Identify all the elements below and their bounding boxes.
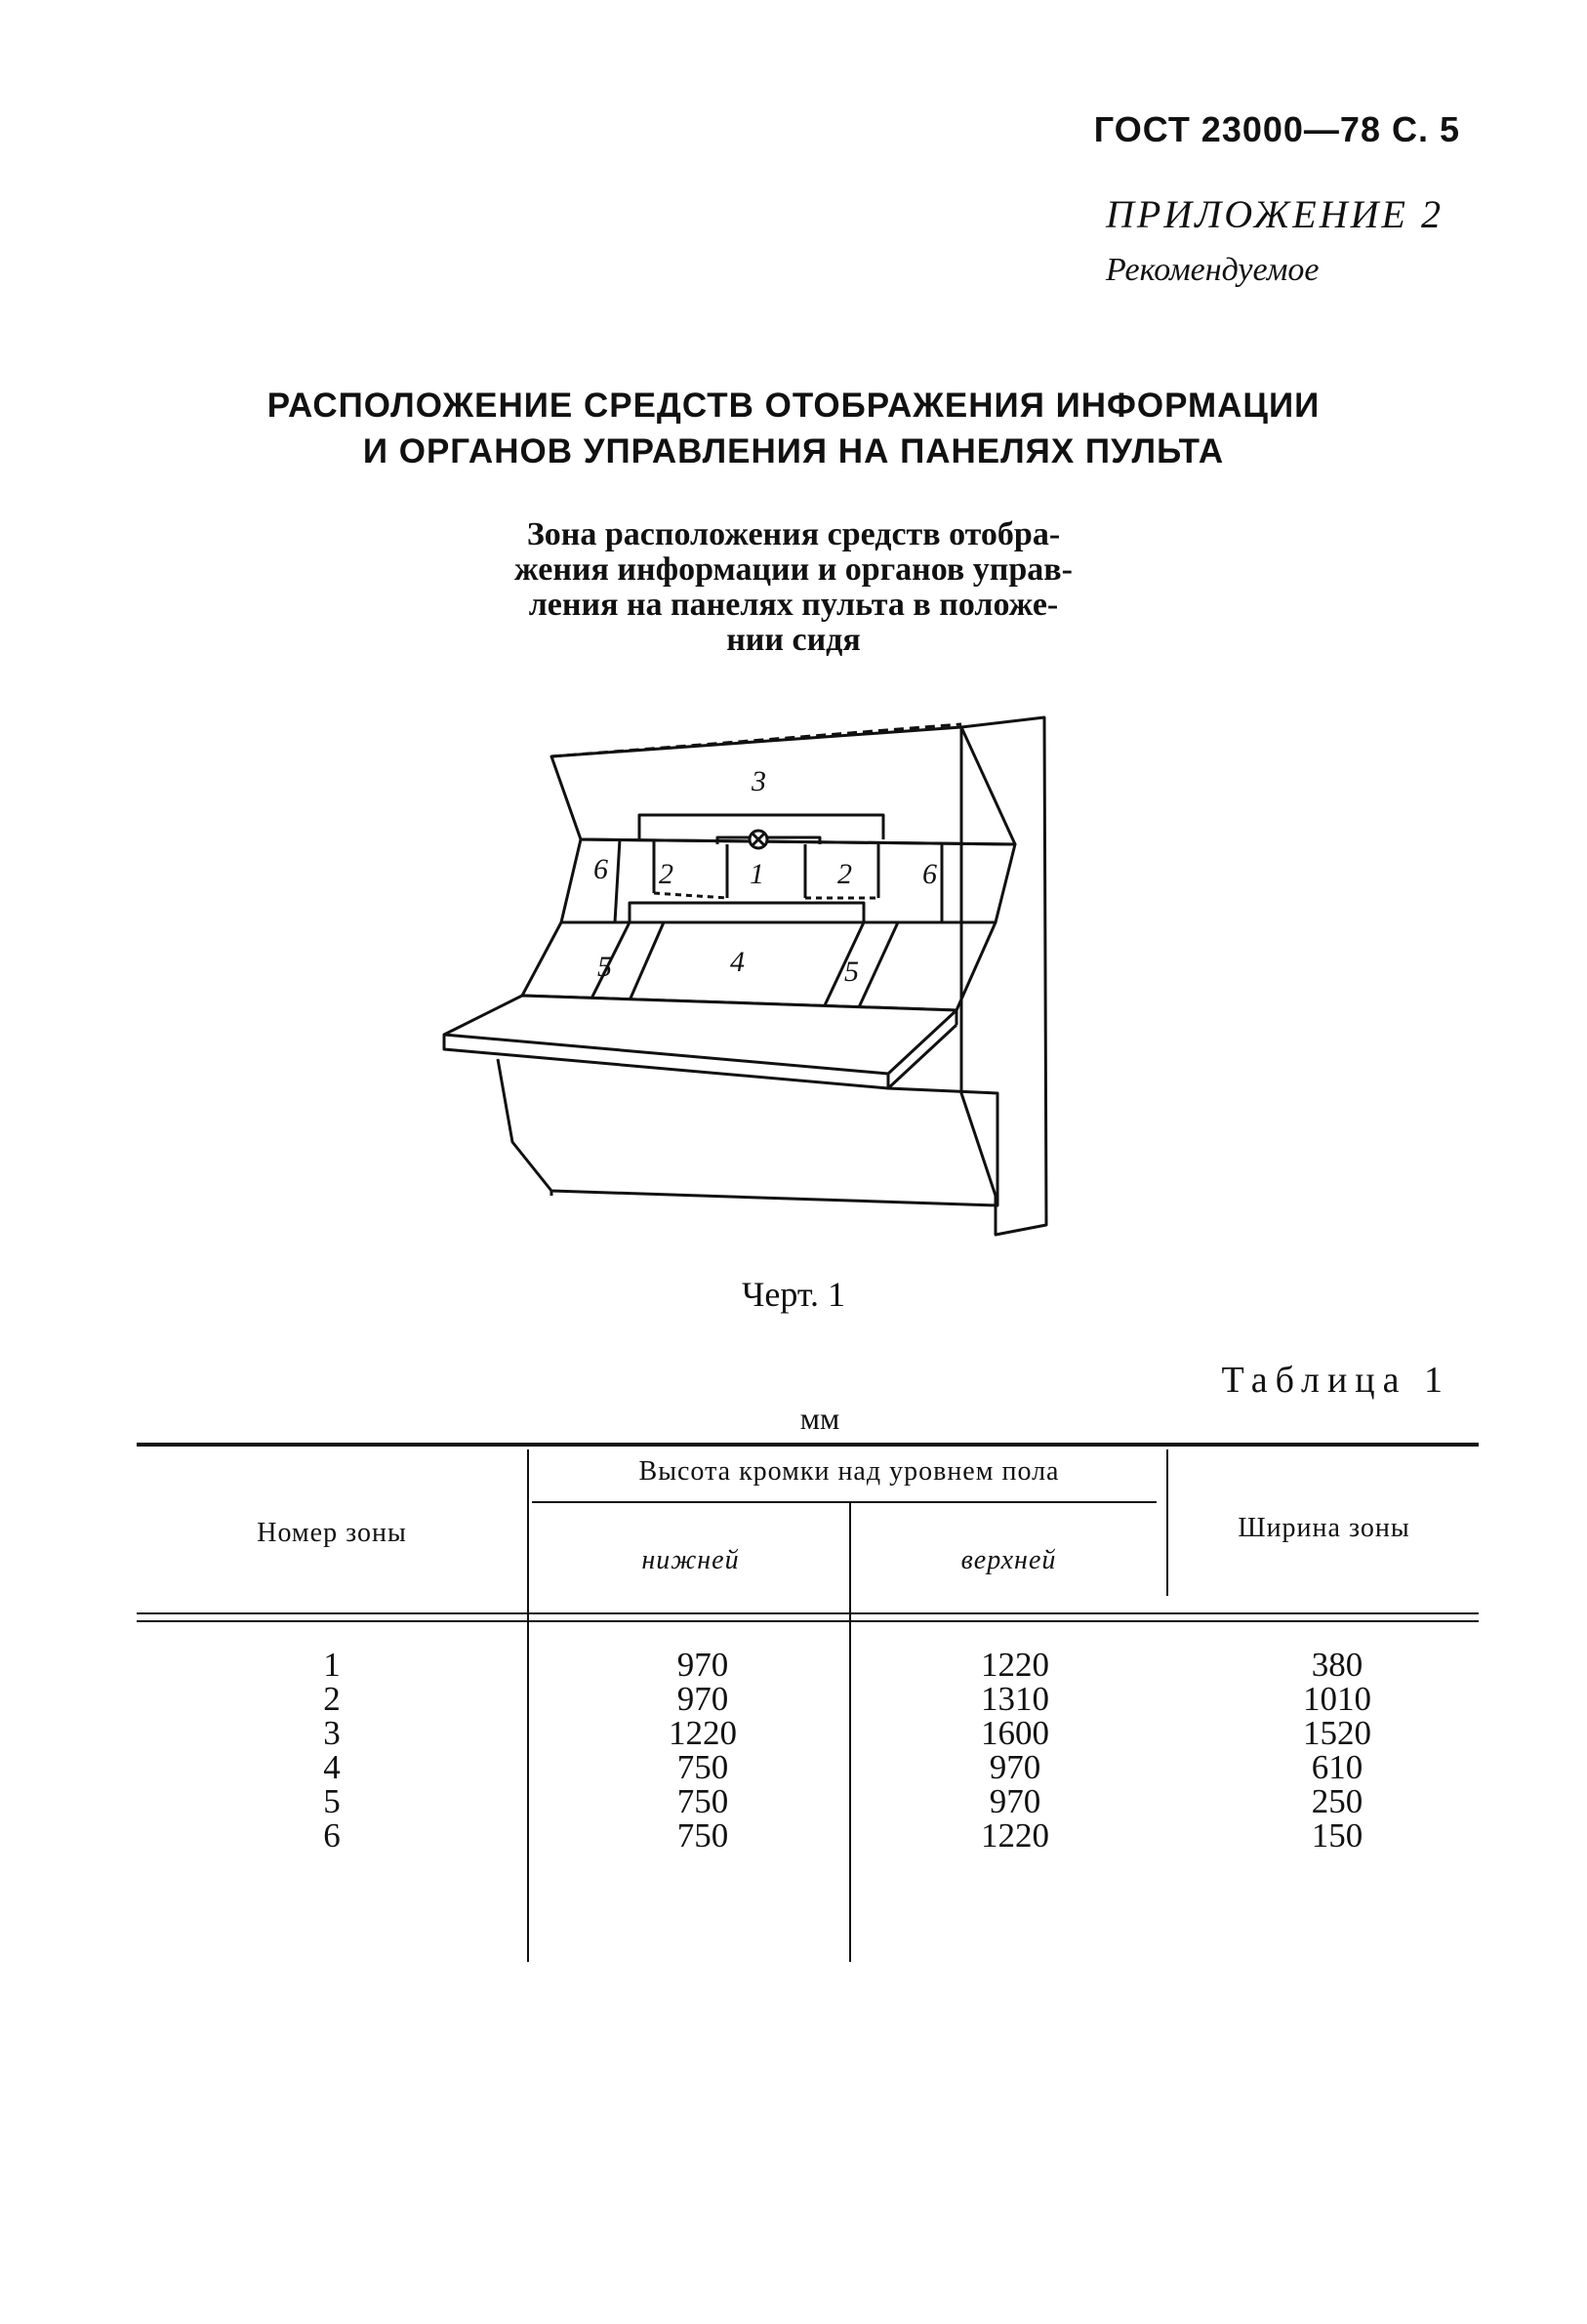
- column-lower: [605, 1648, 800, 1853]
- table-cell: 4: [323, 1748, 341, 1786]
- table-name: Таблица 1: [1221, 1360, 1450, 1401]
- desk-top: [444, 996, 956, 1074]
- table-cell: 1520: [1303, 1714, 1371, 1752]
- title-line-2: И ОРГАНОВ УПРАВЛЕНИЯ НА ПАНЕЛЯХ ПУЛЬТА: [362, 432, 1225, 470]
- header-zone-number: Номер зоны: [257, 1518, 407, 1548]
- zone-label-5-left: 5: [597, 951, 612, 983]
- table-cell: 1220: [669, 1714, 737, 1752]
- table-divider-3: [1166, 1449, 1168, 1596]
- table-cell: 1220: [981, 1816, 1049, 1855]
- table-cell: 970: [989, 1748, 1041, 1786]
- table-cell: 150: [1311, 1816, 1363, 1855]
- header-zone-width: Ширина зоны: [1238, 1513, 1410, 1543]
- table-header-rule-2: [137, 1620, 1479, 1622]
- header-edge-height: Высота кромки над уровнем пола: [638, 1456, 1060, 1487]
- table-cell: 1310: [981, 1680, 1049, 1718]
- figure-subtitle: [0, 517, 1587, 658]
- table-cell: 1010: [1303, 1680, 1371, 1718]
- zone-label-2-left: 2: [659, 858, 673, 890]
- console-lower-body: [498, 1059, 997, 1205]
- table-cell: 750: [676, 1782, 729, 1820]
- table-cell: 250: [1311, 1782, 1363, 1820]
- table-cell: 380: [1311, 1646, 1363, 1684]
- table-cell: 610: [1311, 1748, 1363, 1786]
- column-upper: [917, 1648, 1113, 1853]
- table-cell: 6: [323, 1816, 341, 1855]
- table-cell: 750: [676, 1816, 729, 1855]
- title-line-1: РАСПОЛОЖЕНИЕ СРЕДСТВ ОТОБРАЖЕНИЯ ИНФОРМАЦИИ: [266, 387, 1321, 425]
- subtitle-line-4: нии сидя: [726, 622, 861, 658]
- table-cell: 970: [989, 1782, 1041, 1820]
- zone-label-3: 3: [752, 765, 766, 797]
- subtitle-line-2: жения информации и органов управ-: [514, 551, 1073, 588]
- zone-label-6-left: 6: [593, 853, 608, 885]
- zone-label-5-right: 5: [844, 956, 859, 988]
- appendix-label: ПРИЛОЖЕНИЕ 2: [1106, 192, 1444, 236]
- subtitle-line-1: Зона расположения средств отобра-: [526, 516, 1061, 552]
- table-top-rule: [137, 1443, 1479, 1447]
- table-cell: 970: [676, 1680, 729, 1718]
- zone-label-2-right: 2: [837, 858, 852, 890]
- table-header-rule-1: [137, 1612, 1479, 1614]
- console-drawing: [429, 703, 1074, 1249]
- table-cell: 1220: [981, 1646, 1049, 1684]
- table-cell: 2: [323, 1680, 341, 1718]
- zone-label-6-right: 6: [922, 858, 937, 890]
- table-cell: 3: [323, 1714, 341, 1752]
- column-zone-width: [1240, 1648, 1435, 1853]
- table-unit: мм: [799, 1401, 840, 1436]
- top-panel: [551, 727, 1015, 844]
- table-cell: 970: [676, 1646, 729, 1684]
- figure-caption: Черт. 1: [742, 1275, 845, 1314]
- zone-label-1: 1: [750, 858, 764, 890]
- table-divider-1: [527, 1449, 529, 1962]
- header-upper: верхней: [960, 1545, 1057, 1575]
- header-lower: нижней: [641, 1545, 740, 1575]
- table-cell: 1600: [981, 1714, 1049, 1752]
- sub-header-rule: [532, 1501, 1157, 1503]
- console-side-panel: [961, 717, 1046, 1235]
- standard-header: ГОСТ 23000—78 С. 5: [1093, 109, 1460, 149]
- column-zone-number: [234, 1648, 429, 1853]
- table-cell: 1: [323, 1646, 341, 1684]
- document-title: [0, 383, 1587, 474]
- zone-label-4: 4: [730, 946, 745, 978]
- appendix-status: Рекомендуемое: [1106, 252, 1320, 288]
- subtitle-line-3: ления на панелях пульта в положе-: [528, 587, 1059, 623]
- table-cell: 750: [676, 1748, 729, 1786]
- table-cell: 5: [323, 1782, 341, 1820]
